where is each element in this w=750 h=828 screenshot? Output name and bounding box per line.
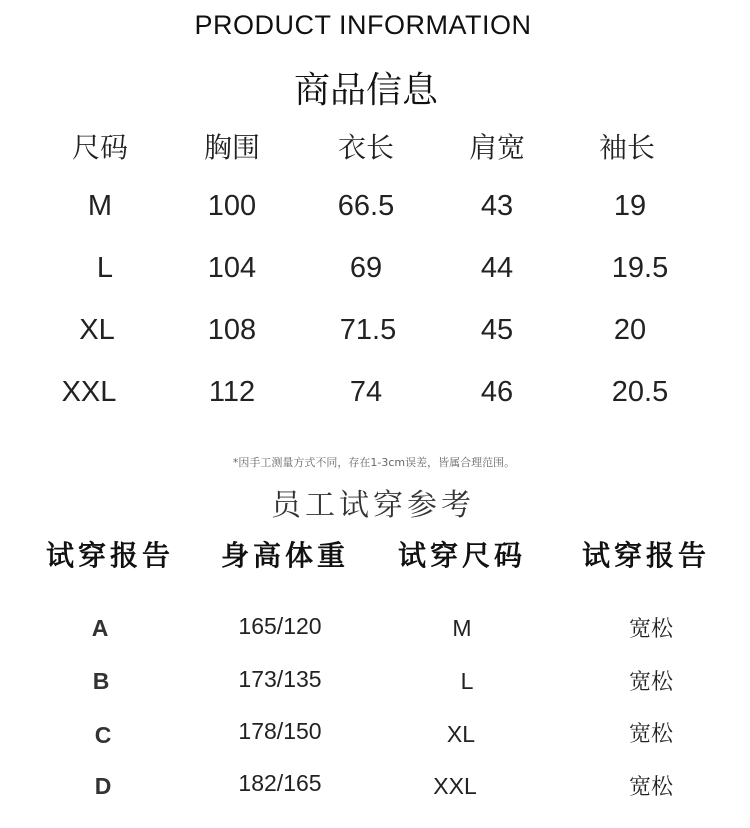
- table-cell: 74: [349, 376, 383, 408]
- table-cell: 66.5: [337, 190, 395, 222]
- table-cell: XL: [446, 721, 476, 747]
- staff-id: A: [91, 615, 109, 641]
- table-cell: 112: [208, 376, 256, 408]
- table-cell: 19: [613, 190, 647, 222]
- column-header-shoulder: 肩宽: [468, 131, 526, 164]
- table-cell: XXL: [61, 376, 117, 408]
- table-cell: 182/165: [238, 770, 322, 796]
- table-cell: 宽松: [628, 775, 674, 800]
- column-header-length: 衣长: [337, 131, 395, 164]
- title-chinese: 商品信息: [293, 70, 439, 111]
- table-cell: 100: [207, 190, 257, 222]
- table-cell: M: [452, 615, 472, 641]
- table-cell: 20.5: [611, 376, 669, 408]
- table-cell: 45: [480, 314, 514, 346]
- column-header-chest: 胸围: [203, 131, 261, 164]
- table-cell: XL: [79, 314, 115, 346]
- column-header-report: 试穿报告: [45, 539, 175, 572]
- table-cell: 20: [613, 314, 647, 346]
- column-header-fit-report: 试穿报告: [581, 539, 711, 572]
- measurement-note: *因手工测量方式不同，存在1-3cm误差，皆属合理范围。: [232, 456, 516, 469]
- table-cell: 宽松: [628, 722, 674, 747]
- table-cell: XXL: [433, 773, 477, 799]
- table-cell: 178/150: [238, 718, 322, 744]
- table-cell: 108: [207, 314, 257, 346]
- table-cell: L: [96, 252, 114, 284]
- table-cell: 宽松: [628, 670, 674, 695]
- column-header-height-weight: 身高体重: [220, 539, 350, 572]
- column-header-sleeve: 袖长: [598, 131, 656, 164]
- table-cell: 104: [207, 252, 257, 284]
- table-cell: 173/135: [238, 666, 322, 692]
- staff-id: B: [92, 668, 110, 694]
- table-cell: L: [460, 668, 474, 694]
- staff-id: D: [94, 773, 112, 799]
- table-cell: 44: [480, 252, 514, 284]
- table-cell: 46: [480, 376, 514, 408]
- column-header-size: 尺码: [71, 131, 129, 164]
- table-cell: 43: [480, 190, 514, 222]
- table-cell: 宽松: [628, 617, 674, 642]
- table-cell: 69: [349, 252, 383, 284]
- column-header-tried-size: 试穿尺码: [397, 539, 527, 572]
- title-english: PRODUCT INFORMATION: [194, 10, 532, 40]
- table-cell: 165/120: [238, 613, 322, 639]
- staff-id: C: [94, 722, 112, 748]
- staff-reference-title: 员工试穿参考: [271, 488, 475, 523]
- table-cell: 19.5: [611, 252, 669, 284]
- table-cell: M: [87, 190, 113, 222]
- table-cell: 71.5: [339, 314, 397, 346]
